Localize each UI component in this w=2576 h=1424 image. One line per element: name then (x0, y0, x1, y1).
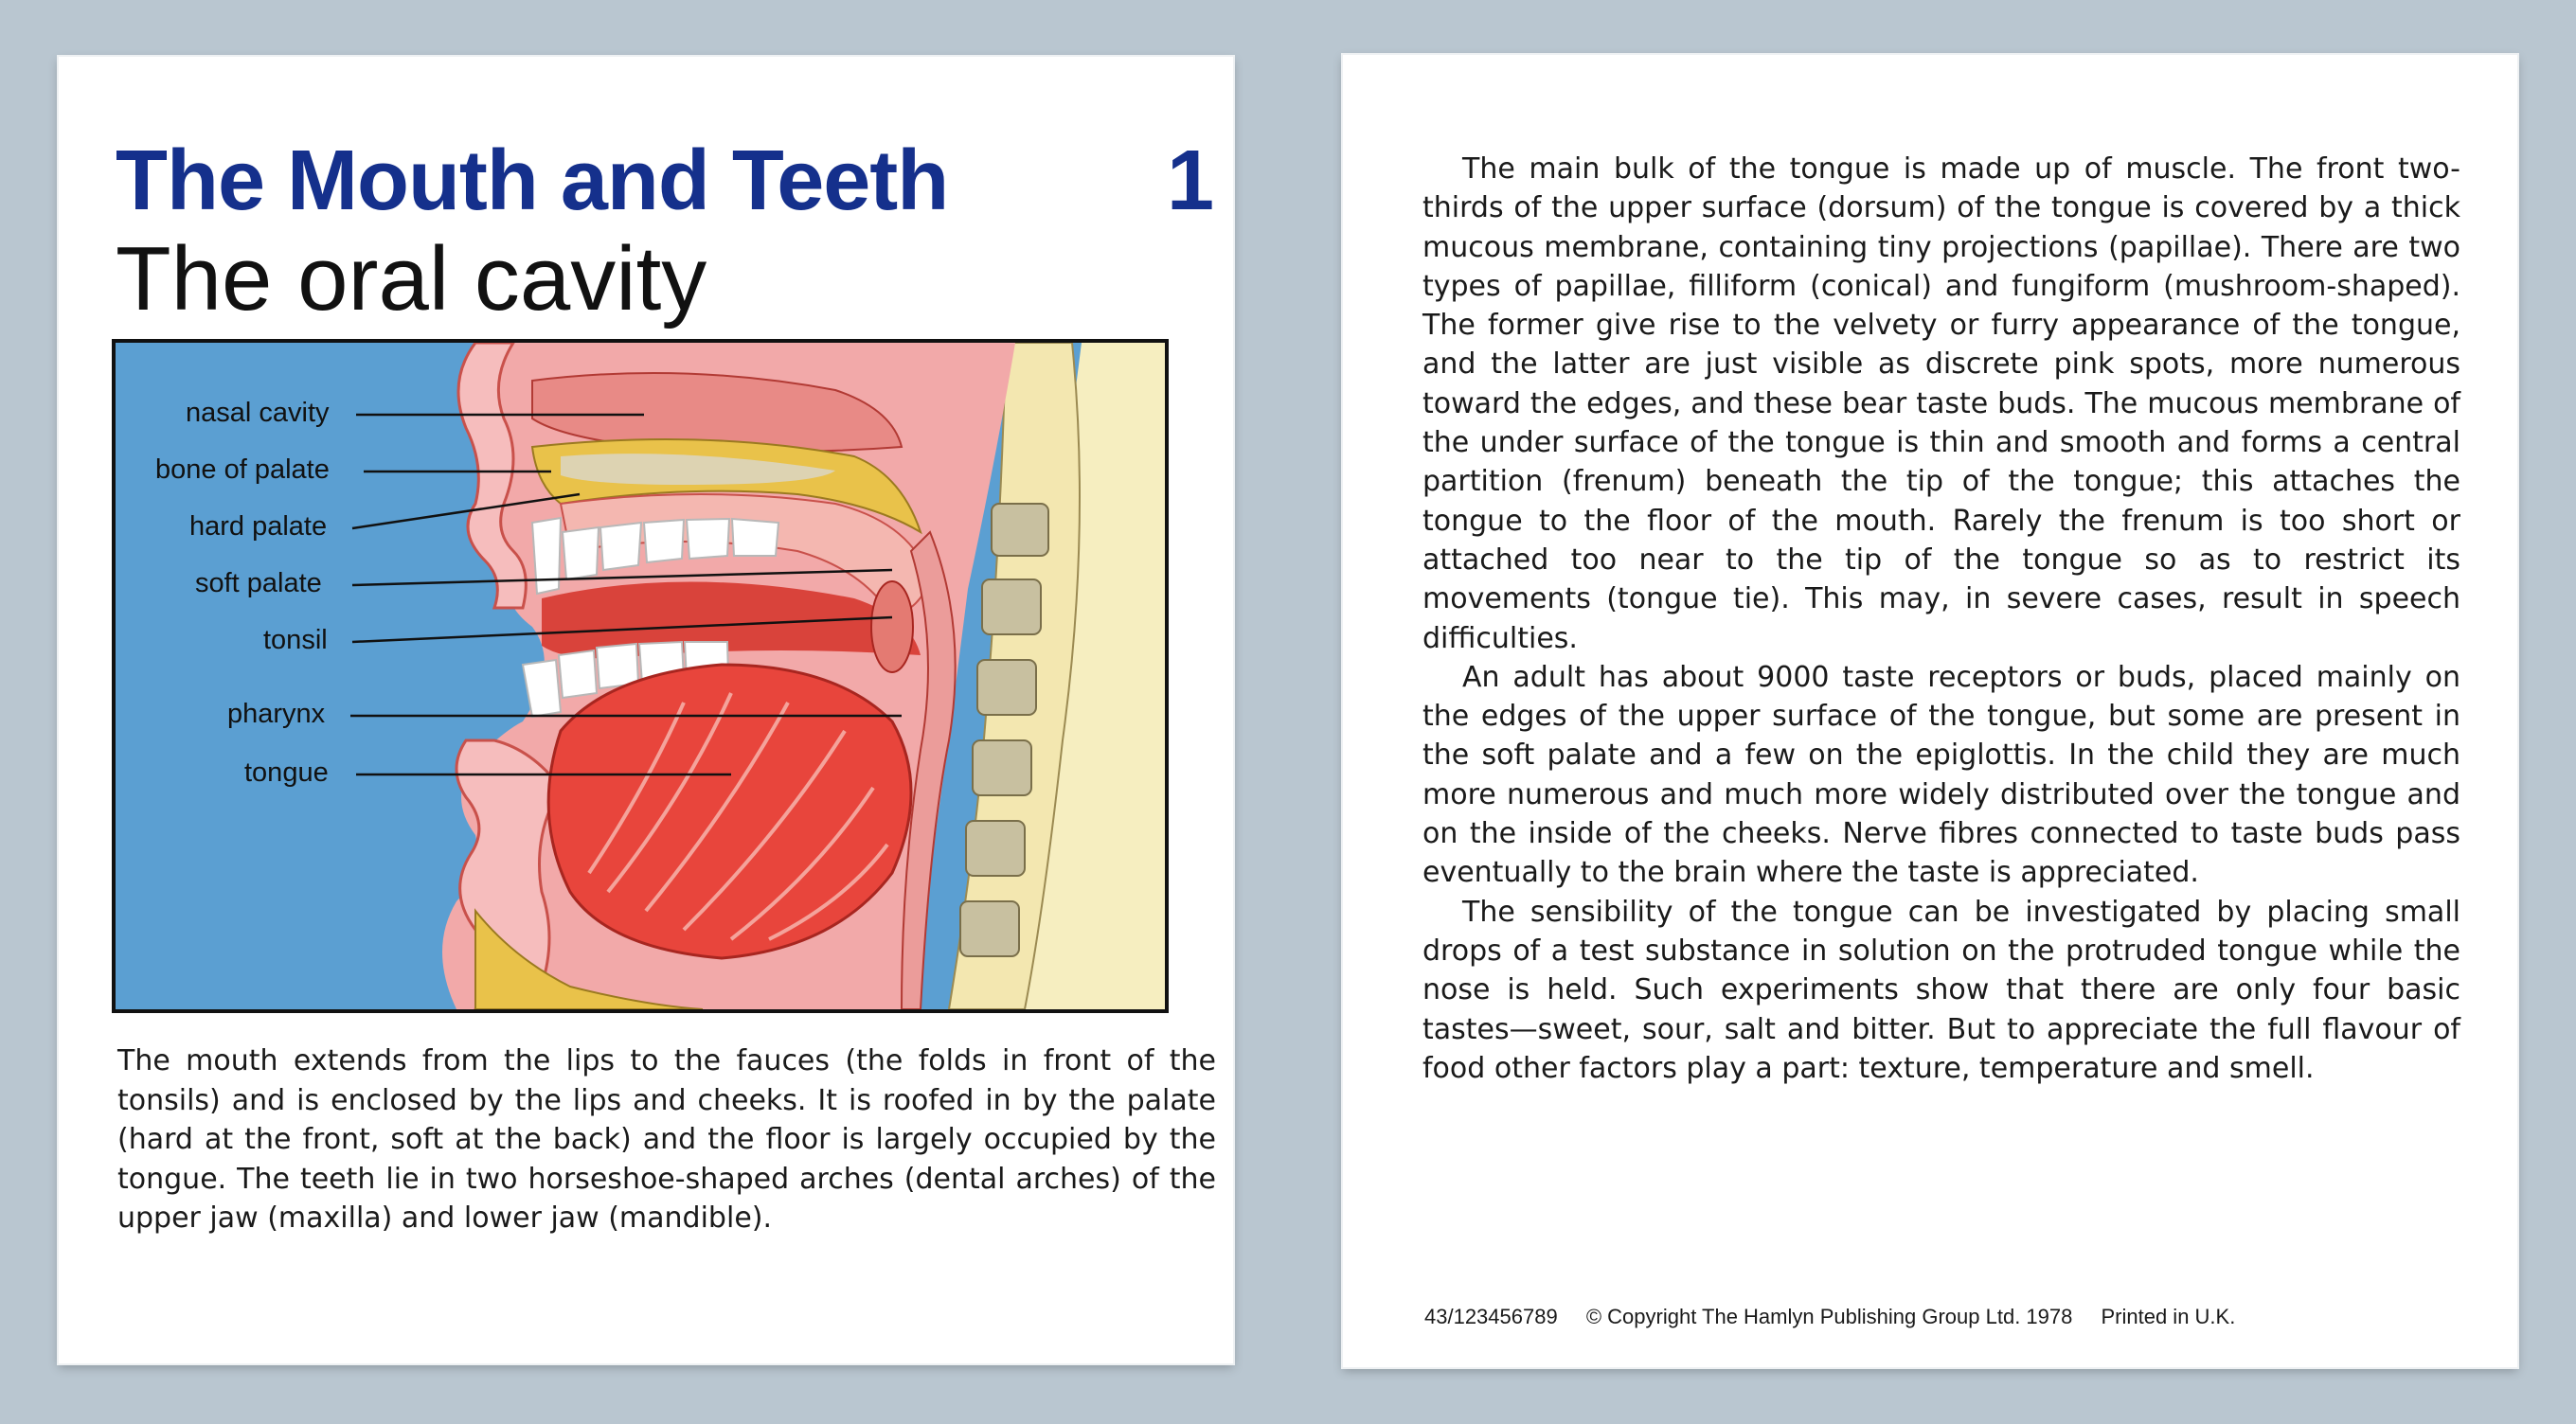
series-title: The Mouth and Teeth (116, 134, 949, 228)
back-paragraph: The sensibility of the tongue can be investigated by placing small drops of a test substance in solution on the protruded tongue while the nose is held. Such experiments show that there are only four basic tastes—sweet, sour, salt and bitter. But to appreciate the full flavour of food other factors play a part: texture, temperature and smell. (1422, 895, 2460, 1085)
label-soft-palate: soft palate (195, 568, 322, 598)
footer-copyright: © Copyright The Hamlyn Publishing Group Ltd. 1978 (1585, 1305, 2073, 1328)
front-description: The mouth extends from the lips to the fauces (the folds in front of the tonsils) and is enclosed by the lips and cheeks. It is roofed in by the palate (hard at the front, soft at the back) and the floor is largely occupied by the tongue. The teeth lie in two horseshoe-shaped arches (dental arches) of the upper jaw (maxilla) and lower jaw (mandible). (117, 1044, 1216, 1235)
back-paragraph: The main bulk of the tongue is made up of muscle. The front two-thirds of the upper surface (dorsum) of the tongue is covered by a thick mucous membrane, containing tiny projections (papillae). There are two types of papillae, filliform (conical) and fungiform (mushroom-shaped). The former give rise to the velvety or furry appearance of the tongue, and the latter are just visible as discrete pink spots, more numerous toward the edges, and these bear taste buds. The mucous membrane of the under surface of the tongue is thin and smooth and forms a central partition (frenum) beneath the tip of the tongue; this attaches the tongue to the floor of the mouth. Rarely the frenum is too short or attached too near to the tip of the tongue so as to restrict its movements (tongue tie). This may, in severe cases, result in speech difficulties. (1422, 152, 2460, 655)
label-tonsil: tonsil (263, 625, 328, 655)
back-footer (1424, 1305, 2466, 1329)
oral-cavity-diagram (112, 339, 1169, 1013)
card-front (59, 57, 1233, 1363)
footer-code: 43/123456789 (1424, 1305, 1558, 1328)
oral-cavity-illustration (116, 343, 1165, 1009)
footer-printed: Printed in U.K. (2101, 1305, 2236, 1328)
label-tongue: tongue (244, 757, 329, 788)
card-title: The oral cavity (116, 228, 707, 329)
back-body-text (1422, 150, 2460, 1088)
label-nasal-cavity: nasal cavity (186, 398, 330, 428)
card-number: 1 (1166, 134, 1214, 228)
card-back (1343, 55, 2517, 1367)
back-paragraph: An adult has about 9000 taste receptors or buds, placed mainly on the edges of the upper surface of the tongue, but some are present in the soft palate and a few on the epiglottis. In the child they are much more numerous and much more widely distributed over the tongue and on the inside of the cheeks. Nerve fibres connected to taste buds pass eventually to the brain where the taste is appreciated. (1422, 660, 2460, 890)
label-bone-of-palate: bone of palate (155, 454, 330, 485)
label-hard-palate: hard palate (189, 511, 328, 542)
label-pharynx: pharynx (227, 699, 326, 729)
